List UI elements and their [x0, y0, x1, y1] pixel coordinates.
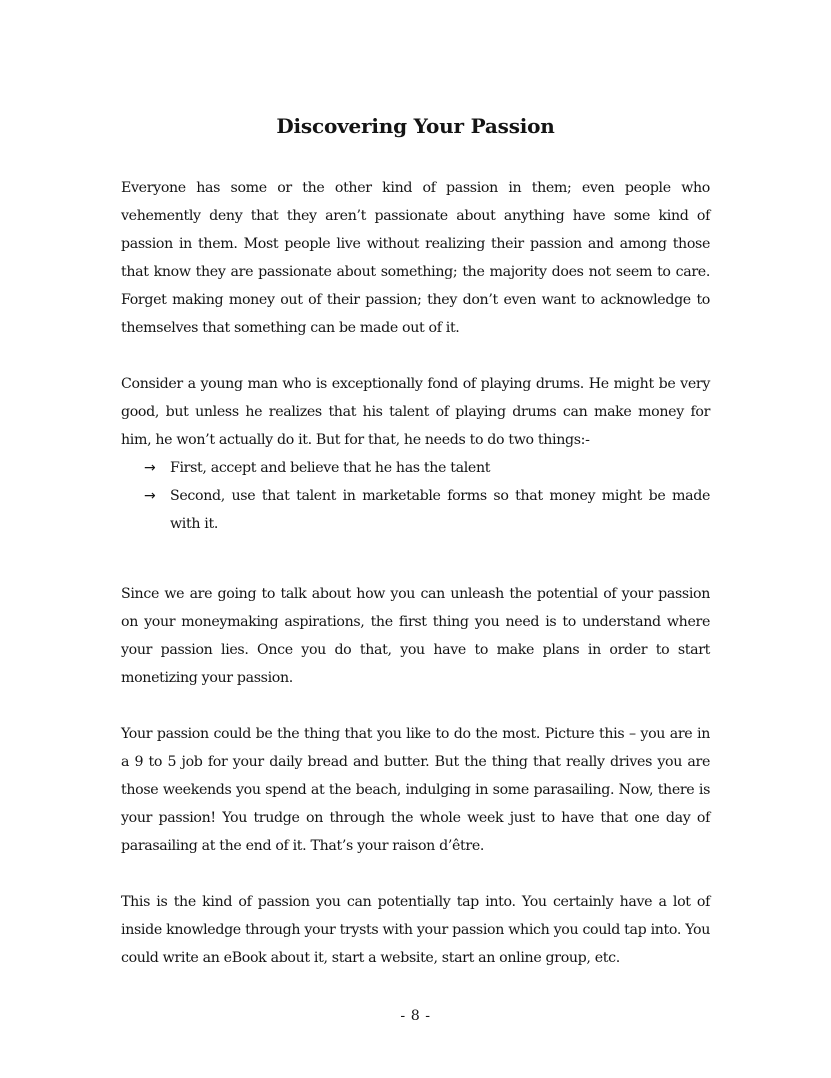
bullet-item [121, 454, 710, 482]
body-text [121, 174, 710, 972]
arrow-right-icon: → [144, 488, 156, 504]
paragraph-spacer [121, 860, 710, 888]
arrow-right-icon: → [144, 460, 156, 476]
bullet-list [121, 454, 710, 538]
paragraph-spacer [121, 342, 710, 370]
paragraph-4: Your passion could be the thing that you like to do the most. Picture this – you are in a 9 to 5 job for your daily bread and butter. But the thing that really drives you are those weekends you spend at the beach, indulging in some parasailing. Now, there is your passion! You trudge on through the whole week just to have that one day of parasailing at the end of it. That’s your raison d’être. [121, 726, 710, 854]
page-title: Discovering Your Passion [276, 114, 555, 138]
bullet-text: First, accept and believe that he has the talent [170, 460, 491, 476]
page-number: - 8 - [400, 1008, 431, 1024]
paragraph-1: Everyone has some or the other kind of passion in them; even people who vehemently deny that they aren’t passionate about anything have some kind of passion in them. Most people live without realizing their passion and among those that know they are passionate about something; the majority does not seem to care. Forget making money out of their passion; they don’t even want to acknowledge to themselves that something can be made out of it. [121, 180, 710, 336]
bullet-item [121, 482, 710, 538]
paragraph-5: This is the kind of passion you can potentially tap into. You certainly have a lot of inside knowledge through your trysts with your passion which you could tap into. You could write an eBook about it, start a website, start an online group, etc. [121, 894, 710, 966]
paragraph-2: Consider a young man who is exceptionally fond of playing drums. He might be very good, but unless he realizes that his talent of playing drums can make money for him, he won’t actually do it. But for that, he needs to do two things:- [121, 376, 710, 448]
section-spacer [121, 538, 710, 580]
bullet-text: Second, use that talent in marketable forms so that money might be made with it. [170, 488, 710, 532]
paragraph-3: Since we are going to talk about how you can unleash the potential of your passion on your moneymaking aspirations, the first thing you need is to understand where your passion lies. Once you do that, you have to make plans in order to start monetizing your passion. [121, 586, 710, 686]
paragraph-spacer [121, 692, 710, 720]
